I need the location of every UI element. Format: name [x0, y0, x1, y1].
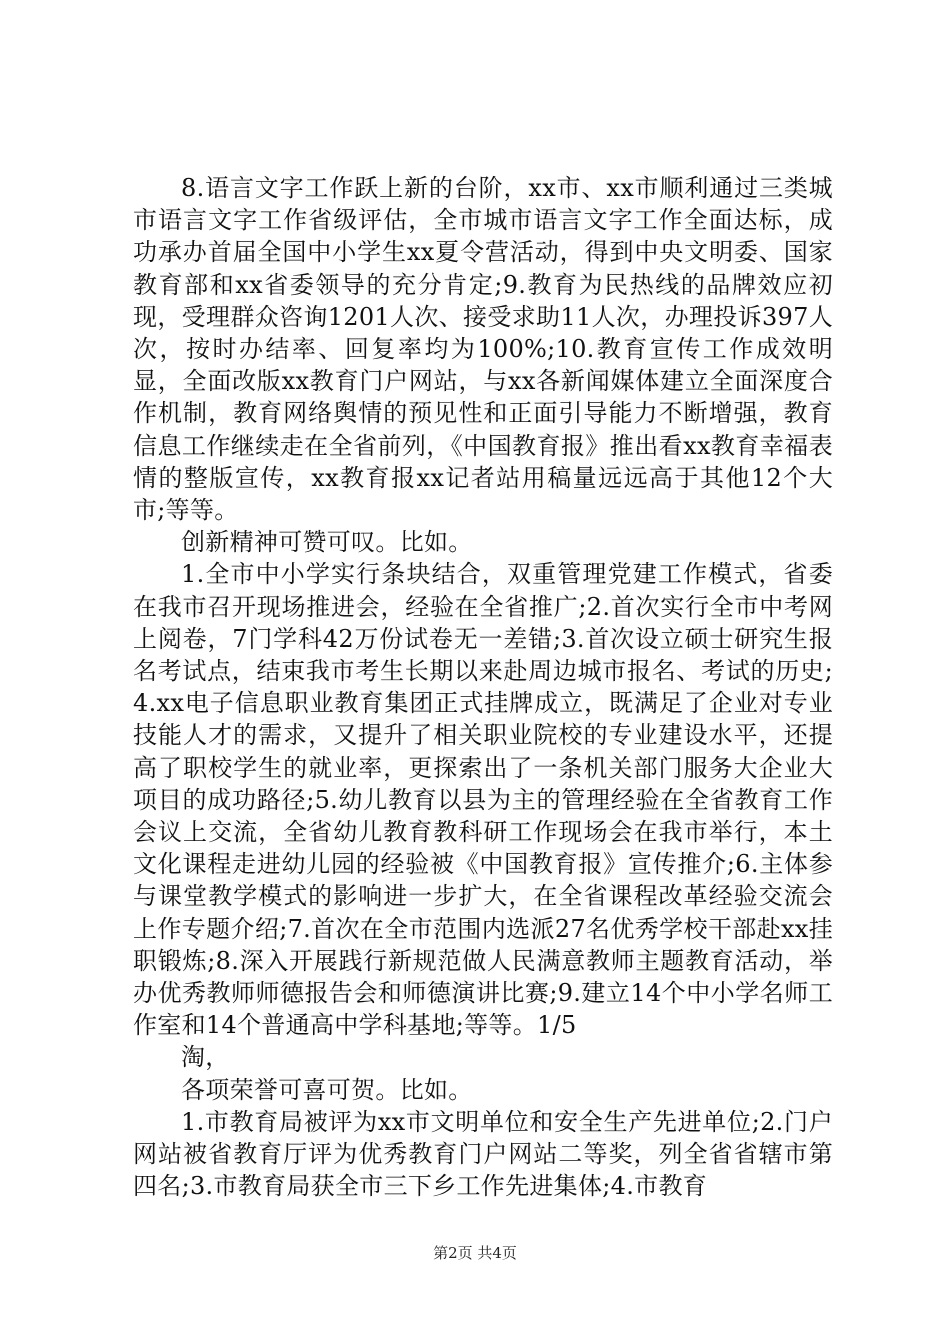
- paragraph-fragment: 淘，: [181, 1043, 230, 1072]
- paragraph-language-work: 8.语言文字工作跃上新的台阶，xx市、xx市顺利通过三类城市语言文字工作省级评估，全市城市语言文字工作全面达标，成功承办首届全国中小学生xx夏令营活动，得到中央文明委、国家教育部和xx省委领导的充分肯定;9.教育为民热线的品牌效应初现，受理群众咨询1201人次、接受求助11人次，办理投诉397人次，按时办结率、回复率均为100%;10.教育宣传工作成效明显，全面改版xx教育门户网站，与xx各新闻媒体建立全面深度合作机制，教育网络舆情的预见性和正面引导能力不断增强，教育信息工作继续走在全省前列，《中国教育报》推出看xx教育幸福表情的整版宣传，xx教育报xx记者站用稿量远远高于其他12个大市;等等。: [133, 174, 833, 525]
- page-number-footer: 第2页 共4页: [433, 1244, 517, 1262]
- paragraph-honors-heading: 各项荣誉可喜可贺。比如。: [181, 1075, 473, 1104]
- paragraph-innovation-list: 1.全市中小学实行条块结合，双重管理党建工作模式，省委在我市召开现场推进会，经验在全省推广;2.首次实行全市中考网上阅卷，7门学科42万份试卷无一差错;3.首次设立硕士研究生报名考试点，结束我市考生长期以来赴周边城市报名、考试的历史;4.xx电子信息职业教育集团正式挂牌成立，既满足了企业对专业技能人才的需求，又提升了相关职业院校的专业建设水平，还提高了职校学生的就业率，更探索出了一条机关部门服务大企业大项目的成功路径;5.幼儿教育以县为主的管理经验在全省教育工作会议上交流，全省幼儿教育教科研工作现场会在我市举行，本土文化课程走进幼儿园的经验被《中国教育报》宣传推介;6.主体参与课堂教学模式的影响进一步扩大，在全省课程改革经验交流会上作专题介绍;7.首次在全市范围内选派27名优秀学校干部赴xx挂职锻炼;8.深入开展践行新规范做人民满意教师主题教育活动，举办优秀教师师德报告会和师德演讲比赛;9.建立14个中小学名师工作室和14个普通高中学科基地;等等。1/5: [133, 560, 833, 1040]
- paragraph-innovation-heading: 创新精神可赞可叹。比如。: [181, 528, 473, 557]
- document-body: [133, 172, 833, 1203]
- paragraph-honors-list: 1.市教育局被评为xx市文明单位和安全生产先进单位;2.门户网站被省教育厅评为优秀教育门户网站二等奖，列全省省辖市第四名;3.市教育局获全市三下乡工作先进集体;4.市教育: [133, 1107, 833, 1201]
